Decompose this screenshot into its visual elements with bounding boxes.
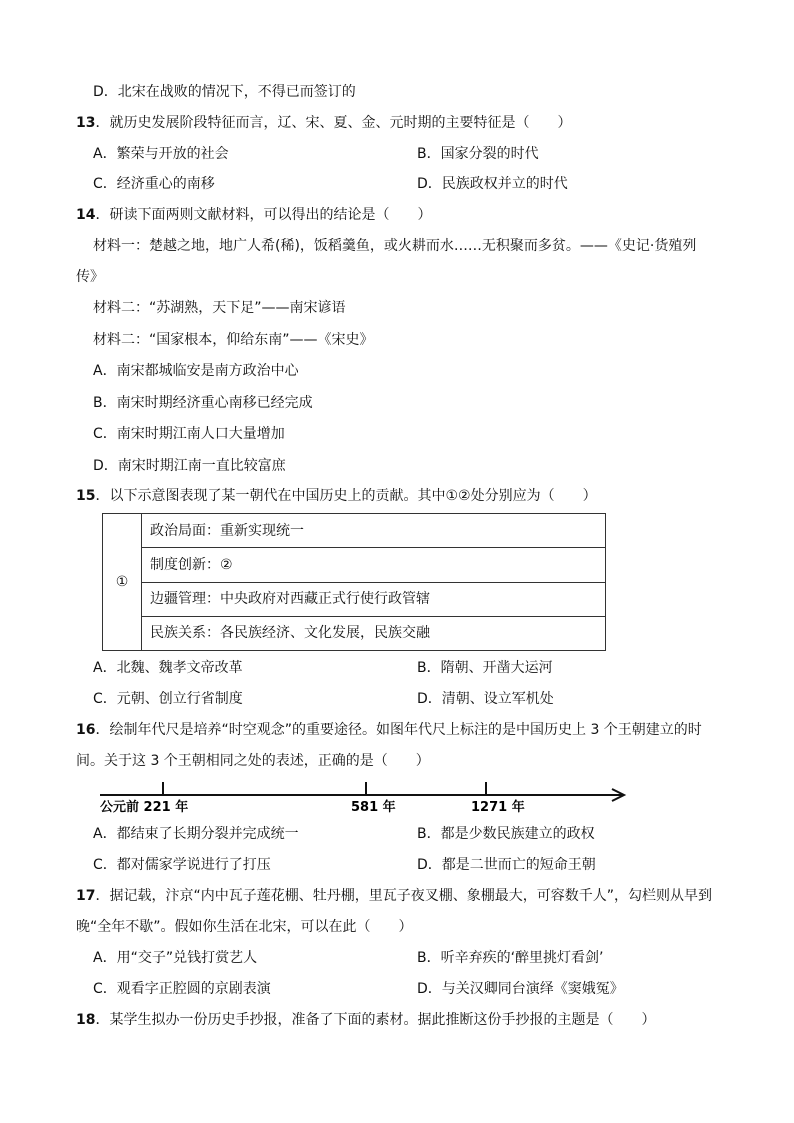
table-row: 民族关系：各民族经济、文化发展，民族交融 [142, 616, 606, 650]
q17-option-d[interactable]: D．与关汉卿同台演绎《窦娥冤》 [417, 981, 624, 997]
question-number: 15 [76, 488, 96, 504]
question-18 [76, 1010, 655, 1030]
q13-option-d[interactable]: D．民族政权并立的时代 [417, 176, 568, 192]
q13-option-a[interactable]: A．繁荣与开放的社会 [93, 146, 229, 162]
q15-option-a[interactable]: A．北魏、魏孝文帝改革 [93, 660, 243, 676]
q17-option-a[interactable]: A．用“交子”兑钱打赏艺人 [93, 950, 258, 966]
q16-option-d[interactable]: D．都是二世而亡的短命王朝 [417, 857, 596, 873]
question-15 [76, 486, 597, 506]
question-16-cont: 间。关于这 3 个王朝相同之处的表述，正确的是（ ） [76, 753, 430, 769]
q16-option-a[interactable]: A．都结束了长期分裂并完成统一 [93, 826, 299, 842]
q14-option-b[interactable]: B．南宋时期经济重心南移已经完成 [93, 395, 313, 411]
q14-material-1-cont: 传》 [76, 269, 104, 285]
question-text: ．某学生拟办一份历史手抄报，准备了下面的素材。据此推断这份手抄报的主题是（ ） [95, 1012, 656, 1028]
timeline-label: 公元前 221 年 [100, 800, 189, 814]
prev-option-d: D．北宋在战败的情况下，不得已而签订的 [93, 84, 356, 100]
q14-material-3: 材料二：“国家根本，仰给东南”——《宋史》 [93, 332, 374, 348]
question-number: 13 [76, 115, 96, 131]
question-17 [76, 886, 712, 906]
q14-material-1: 材料一：楚越之地，地广人希(稀)，饭稻羹鱼，或火耕而水……无积聚而多贫。——《史记·货殖列 [93, 238, 697, 254]
question-text: ．绘制年代尺是培养“时空观念”的重要途径。如图年代尺上标注的是中国历史上 3 个王朝建立的时 [95, 722, 702, 738]
question-text: ．以下示意图表现了某一朝代在中国历史上的贡献。其中①②处分别应为（ ） [95, 488, 597, 504]
timeline-label: 581 年 [351, 800, 396, 814]
q14-option-c[interactable]: C．南宋时期江南人口大量增加 [93, 426, 285, 442]
table-row: 制度创新：② [142, 548, 606, 582]
q15-option-c[interactable]: C．元朝、创立行省制度 [93, 691, 243, 707]
q14-material-2: 材料二：“苏湖熟，天下足”——南宋谚语 [93, 300, 346, 316]
q16-option-c[interactable]: C．都对儒家学说进行了打压 [93, 857, 271, 873]
q17-option-b[interactable]: B．听辛弃疾的‘醉里挑灯看剑’ [417, 950, 604, 966]
table-left-cell: ① [103, 514, 142, 651]
question-14 [76, 205, 431, 225]
q13-option-b[interactable]: B．国家分裂的时代 [417, 146, 539, 162]
table-row: 政治局面：重新实现统一 [142, 514, 606, 548]
question-text: ．就历史发展阶段特征而言，辽、宋、夏、金、元时期的主要特征是（ ） [95, 115, 572, 131]
q17-option-c[interactable]: C．观看字正腔圆的京剧表演 [93, 981, 271, 997]
table-row: 边疆管理：中央政府对西藏正式行使行政管辖 [142, 582, 606, 616]
q15-option-d[interactable]: D．清朝、设立军机处 [417, 691, 554, 707]
question-16 [76, 720, 702, 740]
q14-option-d[interactable]: D．南宋时期江南一直比较富庶 [93, 458, 286, 474]
question-13 [76, 113, 571, 133]
q15-diagram-table [102, 513, 606, 651]
q13-option-c[interactable]: C．经济重心的南移 [93, 176, 215, 192]
q16-option-b[interactable]: B．都是少数民族建立的政权 [417, 826, 595, 842]
question-17-cont: 晚“全年不歇”。假如你生活在北宋，可以在此（ ） [76, 919, 413, 935]
timeline-diagram [100, 778, 635, 814]
question-text: ．研读下面两则文献材料，可以得出的结论是（ ） [95, 207, 432, 223]
question-number: 14 [76, 207, 96, 223]
q14-option-a[interactable]: A．南宋都城临安是南方政治中心 [93, 363, 299, 379]
question-text: ．据记载，汴京“内中瓦子莲花棚、牡丹棚，里瓦子夜叉棚、象棚最大，可容数千人”，勾栏则从早到 [95, 888, 712, 904]
q15-option-b[interactable]: B．隋朝、开凿大运河 [417, 660, 553, 676]
question-number: 16 [76, 722, 96, 738]
question-number: 17 [76, 888, 96, 904]
timeline-label: 1271 年 [471, 800, 525, 814]
question-number: 18 [76, 1012, 96, 1028]
